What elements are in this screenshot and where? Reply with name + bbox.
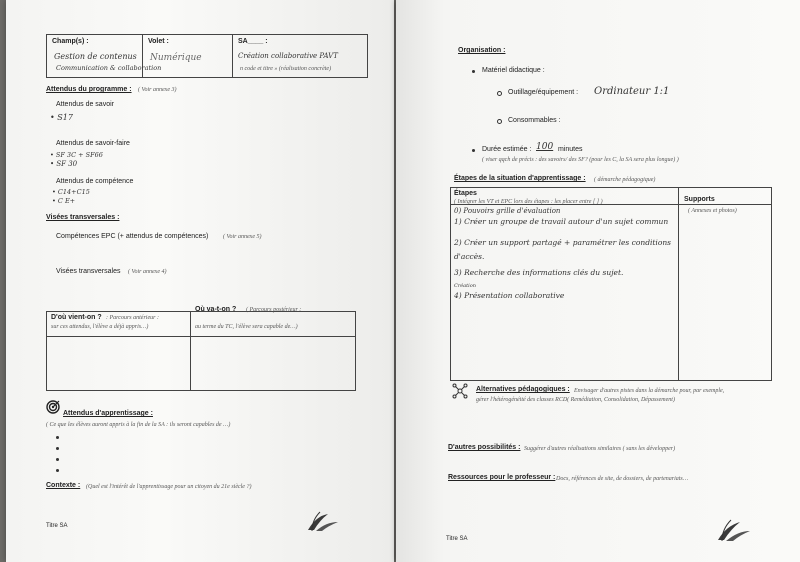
etapes-note: ( démarche pédagogique) [594, 177, 656, 183]
sa-note: n code et titre » (réalisation concrète) [240, 66, 332, 72]
etape-item: 2) Créer un support partagé + paramétrer les conditions d'accès. [454, 238, 672, 261]
attendus-savoir-faire-label: Attendus de savoir-faire [56, 140, 130, 147]
ressources-text: Docs, références de site, de dossiers, de partenariats… [556, 476, 689, 482]
leaf-logo-icon [306, 510, 340, 537]
left-page [6, 0, 394, 562]
autres-label: D'autres possibilités : [448, 444, 521, 451]
outillage-label: Outillage/équipement : [508, 89, 579, 96]
attendus-programme-title: Attendus du programme : [46, 86, 132, 93]
autres-text: Suggérer d'autres réalisations similaires ( sans les développer) [524, 446, 676, 452]
attendus-programme-note: ( Voir annexe 3) [138, 87, 177, 93]
sa-label: SA____ : [238, 38, 268, 45]
visees-transversales-label: Visées transversales [56, 268, 121, 275]
duree-value: 100 [536, 142, 554, 152]
duree-label: Durée estimée : [482, 146, 532, 153]
attendus-savoir-label: Attendus de savoir [56, 101, 114, 108]
sa-value: Création collaborative PAVT [238, 52, 338, 60]
organisation-title: Organisation : [458, 47, 506, 54]
attendus-savoir-faire-value-1: • SF 3C + SF66 [50, 151, 103, 159]
etape-item: 4) Présentation collaborative [454, 291, 565, 300]
etapes-col-header: Étapes [454, 190, 477, 197]
bullet [56, 458, 59, 461]
bullet [56, 469, 59, 472]
supports-col-header: Supports [684, 196, 715, 203]
attendus-competence-label: Attendus de compétence [56, 178, 134, 185]
dou-vient-on-title: D'où vient-on ? [51, 314, 102, 321]
network-icon [452, 383, 468, 404]
contexte-label: Contexte : [46, 482, 81, 489]
ou-va-t-on-note-2: au terme du TC, l'élève sera capable de…) [195, 324, 298, 330]
epc-note: ( Voir annexe 5) [223, 234, 262, 240]
etape-item: Création [454, 283, 476, 289]
dou-vient-on-note-1: : Parcours antérieur : [106, 315, 159, 321]
etapes-col-note: ( Intégrer les VT et EPC lors des étapes : les placer entre [ ] ) [454, 199, 603, 205]
bullet [56, 447, 59, 450]
leaf-logo-icon [716, 518, 752, 547]
bullet [56, 436, 59, 439]
duree-note: ( viser qqch de précis : des savoirs/ des SF? (pour les C, la SA sera plus longue) ) [482, 157, 679, 163]
alternatives-label: Alternatives pédagogiques : [476, 386, 570, 393]
attendus-competence-value-2: • C E+ [52, 197, 76, 205]
materiel-label: Matériel didactique : [482, 67, 545, 74]
outillage-value: Ordinateur 1:1 [594, 86, 670, 97]
visees-title: Visées transversales : [46, 214, 120, 221]
etape-item: 0) Pouvoirs grille d'évaluation [454, 207, 561, 215]
duree-unit: minutes [558, 146, 583, 153]
etape-item: 3) Recherche des informations clés du sujet. [454, 268, 624, 277]
target-icon [46, 400, 60, 419]
etape-item: 1) Créer un groupe de travail autour d'un sujet commun [454, 217, 669, 226]
ou-va-t-on-title: Où va-t-on ? [195, 306, 237, 313]
ressources-label: Ressources pour le professeur : [448, 474, 556, 481]
visees-transversales-note: ( Voir annexe 4) [128, 269, 167, 275]
consommables-label: Consommables : [508, 117, 561, 124]
dou-vient-on-note-2: sur ces attendus, l'élève a déjà appris…) [51, 324, 149, 330]
parcours-table [46, 311, 356, 391]
footer-title: Titre SA [46, 523, 68, 529]
etapes-title: Étapes de la situation d'apprentissage : [454, 175, 586, 182]
champs-value-2: Communication & collaboration [56, 64, 162, 72]
epc-label: Compétences EPC (+ attendus de compétences) [56, 233, 209, 240]
right-page [396, 0, 800, 562]
attendus-competence-value-1: • C14+C15 [52, 188, 90, 196]
attendus-apprentissage-note: ( Ce que les élèves auront appris à la fin de la SA : ils seront capables de …) [46, 422, 231, 428]
alternatives-text-1: Envisager d'autres pistes dans la démarche pour, par exemple, [574, 388, 725, 394]
volet-value: Numérique [150, 53, 202, 63]
alternatives-text-2: gérer l'hétérogénéité des classes RCD( Remédiation, Consolidation, Dépassement) [476, 397, 675, 403]
attendus-apprentissage-title: Attendus d'apprentissage : [63, 410, 153, 417]
supports-col-note: ( Annexes et photos) [688, 208, 737, 214]
volet-label: Volet : [148, 38, 169, 45]
ou-va-t-on-note-1: ( Parcours postérieur : [246, 307, 302, 313]
attendus-savoir-value: • S17 [50, 113, 73, 122]
attendus-savoir-faire-value-2: • SF 30 [50, 160, 78, 168]
champs-label: Champ(s) : [52, 38, 89, 45]
contexte-note: (Quel est l'intérêt de l'apprentissage pour un citoyen du 21e siècle ?) [86, 484, 252, 490]
champs-value: Gestion de contenus [54, 52, 137, 61]
footer-title: Titre SA [446, 536, 468, 542]
